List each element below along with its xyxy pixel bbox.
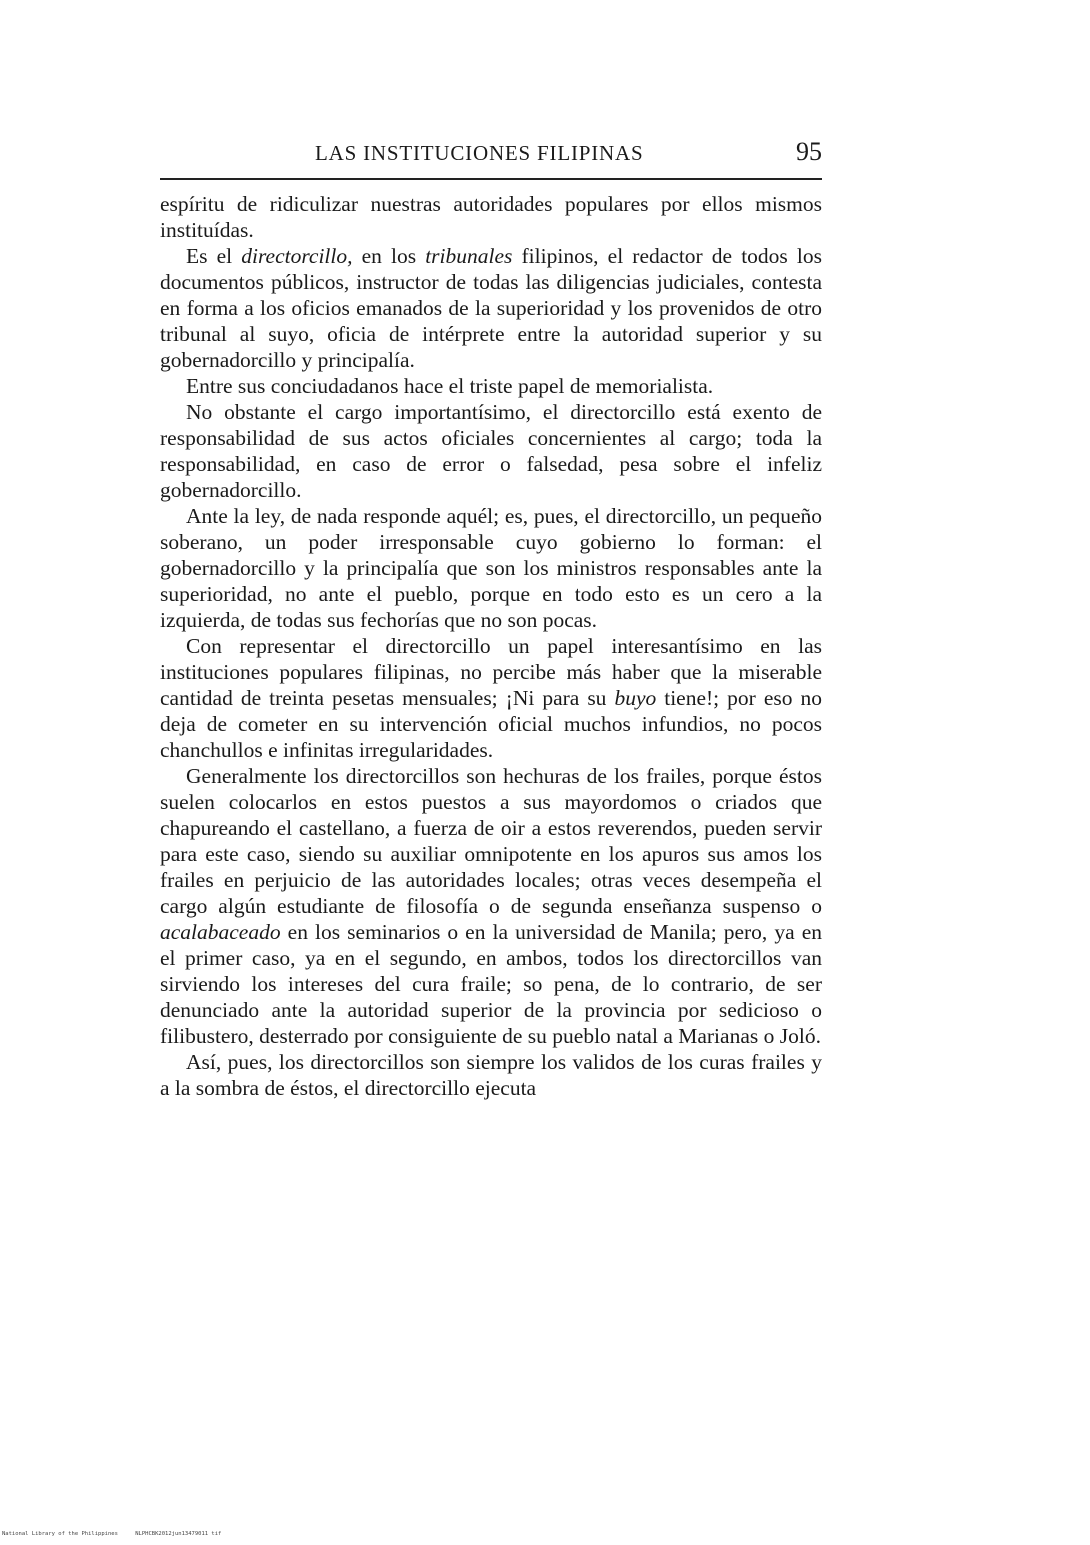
scan-footer: [2, 1531, 221, 1537]
paragraph: [160, 633, 822, 763]
running-head: [160, 137, 822, 171]
paragraph: [160, 763, 822, 1049]
paragraph: [160, 399, 822, 503]
paragraph: [160, 243, 822, 373]
header-rule: [160, 178, 822, 180]
text-run: tiene!; por eso no deja de cometer en su intervención oficial muchos infundios, no pocos chanchullos e infinitas irregularidades.: [160, 686, 822, 762]
paragraph: [160, 1049, 822, 1101]
text-run: Con representar el directorcillo un papel interesantísimo en las instituciones populares filipinas, no percibe más haber que la miserable cantidad de treinta pesetas mensuales; ¡Ni para su: [160, 634, 822, 710]
italic-term: acalabaceado: [160, 920, 281, 944]
text-run: en los: [352, 244, 426, 268]
italic-term: directorcillo,: [241, 244, 353, 268]
italic-term: buyo: [614, 686, 657, 710]
text-run: filipinos, el redactor de todos los documentos públicos, instructor de todas las diligencias judiciales, contesta en forma a los oficios emanados de la superioridad y los provenidos de otro tribunal al suyo, oficia de intérprete entre la autoridad superior y su gobernadorcillo y principalía.: [160, 244, 822, 372]
text-run: Entre sus conciudadanos hace el triste papel de memorialista.: [186, 374, 714, 398]
running-title: LAS INSTITUCIONES FILIPINAS: [315, 141, 644, 165]
text-run: Así, pues, los directorcillos son siempre los validos de los curas frailes y a la sombra de éstos, el directorcillo ejecuta: [160, 1050, 822, 1100]
text-run: Es el: [186, 244, 242, 268]
page-number: 95: [796, 137, 822, 166]
italic-term: tribunales: [425, 244, 513, 268]
text-run: en los seminarios o en la universidad de Manila; pero, ya en el primer caso, ya en el segundo, en ambos, todos los directorcillos van sirviendo los intereses del cura fraile; so pena, de lo contrario, de ser denunciado ante la autoridad superior de la provincia por sedicioso o filibustero, desterrado por consiguiente de su pueblo natal a Marianas o Joló.: [160, 920, 822, 1048]
body-text: [160, 191, 822, 1101]
paragraph: [160, 503, 822, 633]
paragraph: [160, 373, 822, 399]
paragraph: [160, 191, 822, 243]
text-run: No obstante el cargo importantísimo, el directorcillo está exento de responsabilidad de sus actos oficiales concernientes al cargo; toda la responsabilidad, en caso de error o falsedad, pesa sobre el infeliz gobernadorcillo.: [160, 400, 822, 502]
scan-id: NLPHCBK2012jun13479011 tif: [135, 1531, 222, 1537]
text-run: Ante la ley, de nada responde aquél; es, pues, el directorcillo, un pequeño soberano, un poder irresponsable cuyo gobierno lo forman: el gobernadorcillo y la principalía que son los ministros responsables ante la superioridad, no ante el pueblo, porque en todo esto es un cero a la izquierda, de todas sus fechorías que no son pocas.: [160, 504, 822, 632]
library-name: National Library of the Philippines: [2, 1531, 118, 1537]
text-run: espíritu de ridiculizar nuestras autoridades populares por ellos mismos instituídas.: [160, 192, 822, 242]
text-run: Generalmente los directorcillos son hechuras de los frailes, porque éstos suelen colocarlos en estos puestos a sus mayordomos o criados que chapureando el castellano, a fuerza de oir a estos reverendos, pueden servir para este caso, siendo su auxiliar omnipotente en los apuros sus amos los frailes en perjuicio de las autoridades locales; otras veces desempeña el cargo algún estudiante de filosofía o de segunda enseñanza suspenso o: [160, 764, 822, 918]
